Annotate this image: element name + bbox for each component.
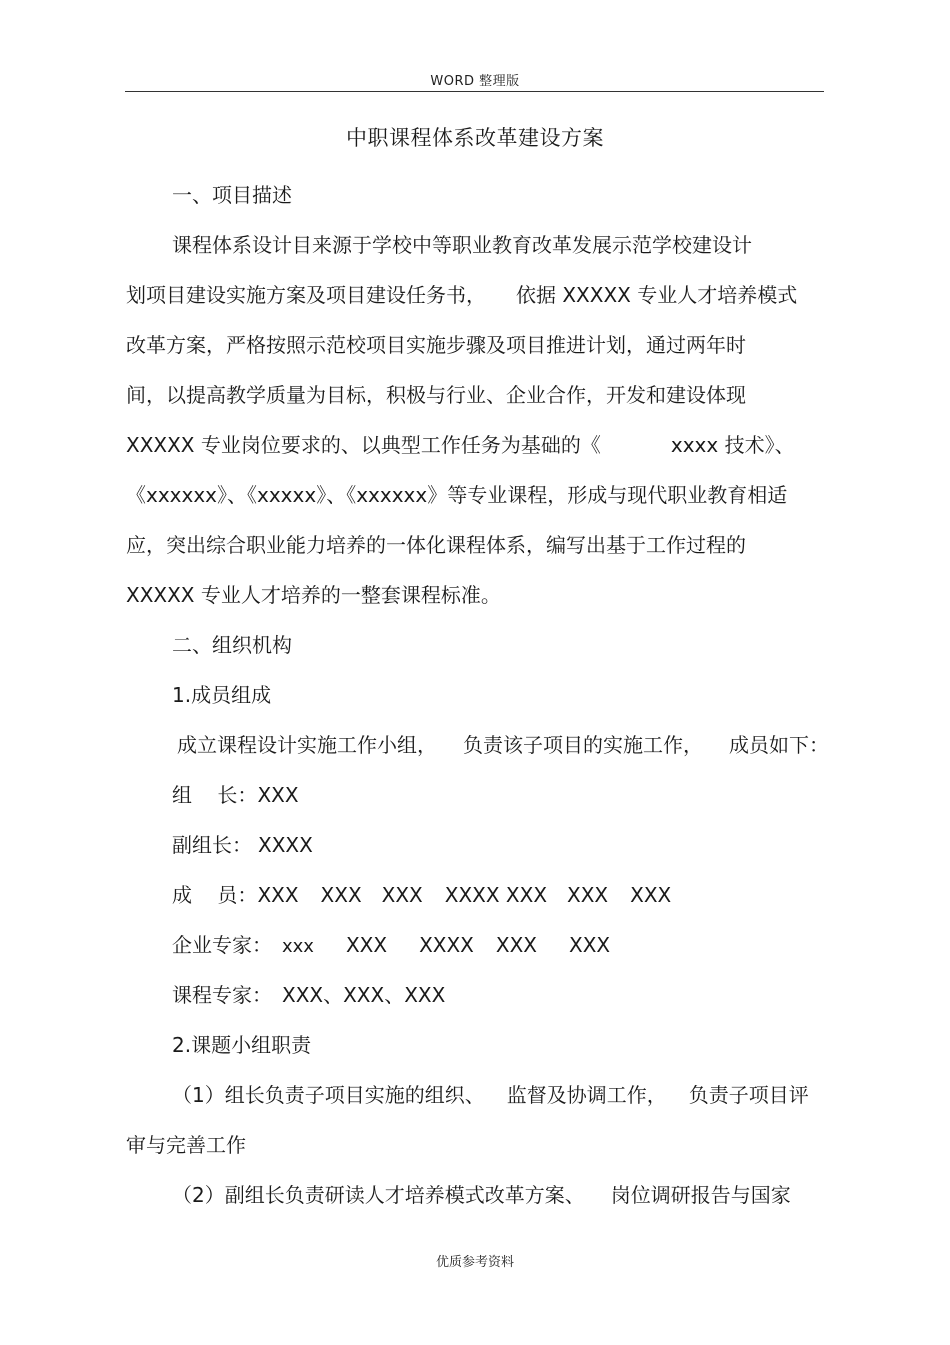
paragraph-line: 改革方案，严格按照示范校项目实施步骤及项目推进计划，通过两年时 <box>126 333 746 357</box>
subheading-members: 1.成员组成 <box>172 683 272 707</box>
expert-name: xxx <box>282 936 314 957</box>
vice-leader-value: XXXX <box>258 833 313 857</box>
leader-value: XXX <box>257 783 299 807</box>
duty-segment: 负责子项目评 <box>688 1083 809 1107</box>
member-name: XXX <box>257 883 299 907</box>
paragraph-segment: 划项目建设实施方案及项目建设任务书， <box>126 283 486 307</box>
member-name: XXX <box>630 883 672 907</box>
member-name: XXXX XXX <box>444 883 548 907</box>
intro-segment: 成员如下： <box>729 733 829 757</box>
member-name: XXX <box>381 883 423 907</box>
paragraph-segment: XXXXX 专业岗位要求的、以典型工作任务为基础的《 <box>126 433 601 457</box>
section-heading-organization: 二、组织机构 <box>172 633 292 657</box>
members-label: 成 员： <box>172 883 258 907</box>
experts-line <box>172 931 610 961</box>
header-divider <box>125 91 824 92</box>
experts-label: 企业专家： <box>172 933 272 957</box>
page-footer: 优质参考资料 <box>435 1255 514 1270</box>
section-heading-project-description: 一、项目描述 <box>172 183 292 207</box>
paragraph-segment: xxxx 技术》、 <box>670 433 795 457</box>
intro-segment: 负责该子项目的实施工作， <box>463 733 703 757</box>
intro-line <box>177 731 829 759</box>
course-experts-line <box>172 981 445 1009</box>
expert-name: XXX <box>569 933 611 957</box>
vice-leader-line <box>172 831 313 859</box>
course-experts-value: XXX、XXX、XXX <box>282 983 446 1007</box>
page-header: WORD 整理版 <box>430 74 520 89</box>
course-experts-label: 课程专家： <box>172 983 272 1007</box>
expert-name: XXX <box>345 933 388 957</box>
members-line <box>172 881 671 909</box>
paragraph-segment: 依据 XXXXX 专业人才培养模式 <box>516 283 798 307</box>
duty-segment: 监督及协调工作， <box>506 1083 667 1107</box>
duty-line <box>172 1181 791 1209</box>
paragraph-line <box>126 431 795 459</box>
paragraph-line: XXXXX 专业人才培养的一整套课程标准。 <box>126 583 501 607</box>
paragraph-line: 应，突出综合职业能力培养的一体化课程体系，编写出基于工作过程的 <box>126 533 746 557</box>
duty-segment: （1）组长负责子项目实施的组织、 <box>172 1083 485 1107</box>
paragraph-line: 课程体系设计目来源于学校中等职业教育改革发展示范学校建设计 <box>172 233 752 257</box>
expert-name: XXXX <box>419 933 474 957</box>
expert-name: XXX <box>495 933 537 957</box>
paragraph-line <box>126 281 797 309</box>
duty-segment: 岗位调研报告与国家 <box>610 1183 791 1207</box>
paragraph-line: 《xxxxxx》、《xxxxx》、《xxxxxx》等专业课程，形成与现代职业教育相适 <box>126 483 788 507</box>
subheading-duties: 2.课题小组职责 <box>172 1033 312 1057</box>
paragraph-line: 间，以提高教学质量为目标，积极与行业、企业合作，开发和建设体现 <box>126 383 746 407</box>
duty-line <box>172 1081 809 1109</box>
duty-segment: （2）副组长负责研读人才培养模式改革方案、 <box>172 1183 585 1207</box>
intro-segment: 成立课程设计实施工作小组， <box>177 733 437 757</box>
duty-line: 审与完善工作 <box>126 1133 246 1157</box>
member-name: XXX <box>567 883 609 907</box>
member-name: XXX <box>320 883 362 907</box>
document-title: 中职课程体系改革建设方案 <box>346 126 604 150</box>
leader-label: 组 长： <box>172 783 258 807</box>
vice-leader-label: 副组长： <box>172 833 252 857</box>
leader-line <box>172 781 299 809</box>
